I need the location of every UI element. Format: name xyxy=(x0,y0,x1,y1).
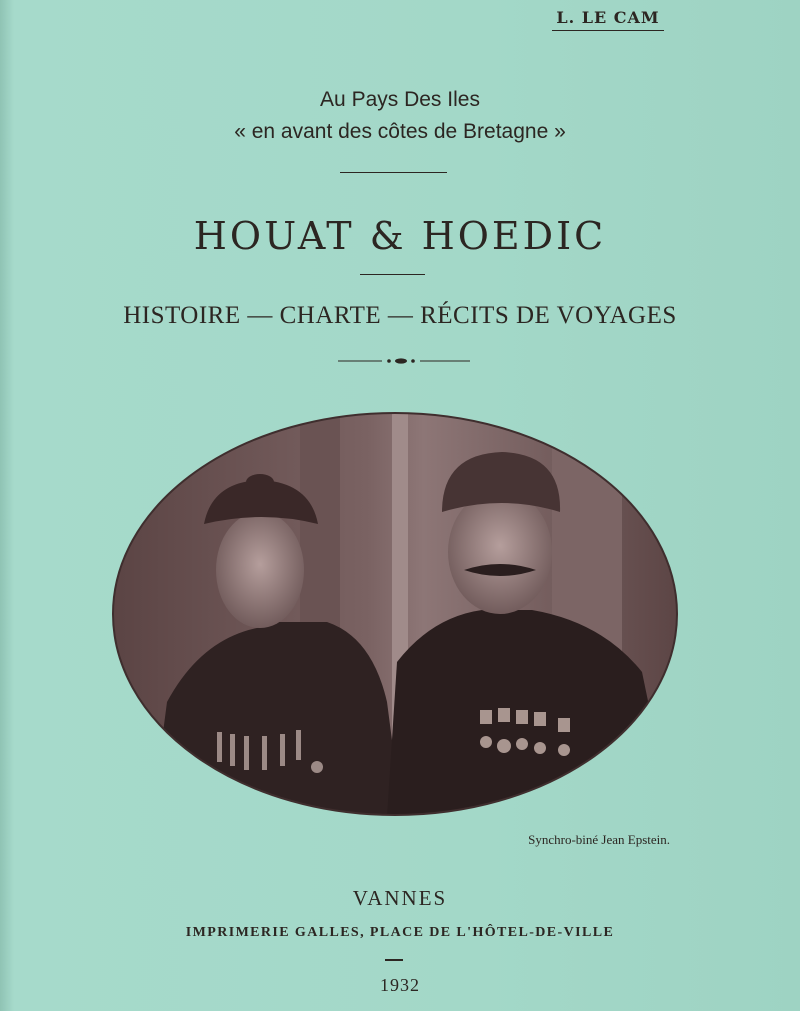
series-title: Au Pays Des Iles xyxy=(320,88,480,111)
series-subtitle: « en avant des côtes de Bretagne » xyxy=(234,120,566,143)
divider-rule xyxy=(340,172,447,173)
book-title: HOUAT & HOEDIC xyxy=(193,214,607,258)
portrait-photo xyxy=(112,412,678,817)
ornament-divider xyxy=(338,355,470,367)
imprint-city: VANNES xyxy=(352,886,448,910)
imprint-year: 1932 xyxy=(380,975,420,995)
divider-rule xyxy=(360,274,425,275)
imprint-printer: IMPRIMERIE GALLES, PLACE DE L'HÔTEL-DE-VILLE xyxy=(185,925,615,940)
photo-credit: Synchro-biné Jean Epstein. xyxy=(528,832,670,847)
book-subtitle: HISTOIRE — CHARTE — RÉCITS DE VOYAGES xyxy=(123,302,677,329)
author-name: L. LE CAM xyxy=(552,8,664,31)
divider-rule xyxy=(385,959,403,961)
